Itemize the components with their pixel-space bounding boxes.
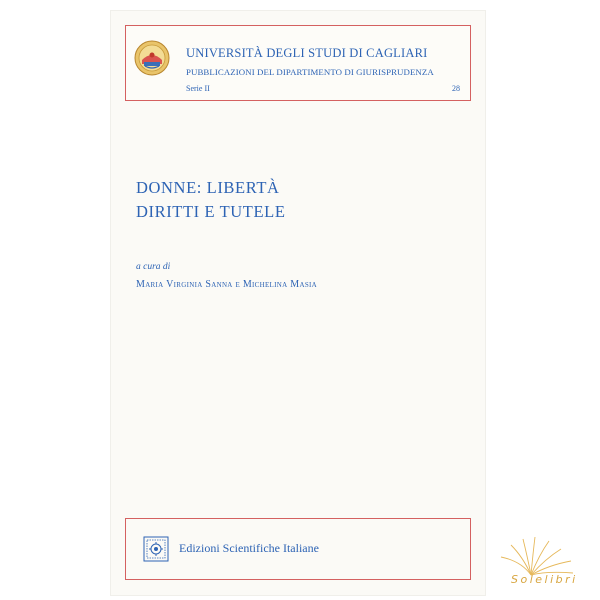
series-label: Serie II — [186, 84, 210, 93]
book-cover — [111, 11, 578, 595]
book-title-line-1: DONNE: LIBERTÀ — [136, 178, 280, 197]
publisher-box — [125, 518, 471, 580]
edited-by-label: a cura di — [136, 262, 171, 272]
university-seal-icon — [134, 40, 170, 76]
sun-rays-icon — [461, 531, 591, 600]
series-header-box — [125, 25, 471, 101]
publisher-logo-icon — [143, 536, 169, 562]
editors-names: Maria Virginia Sanna e Michelina Masia — [136, 279, 317, 290]
publisher-name: Edizioni Scientifiche Italiane — [179, 541, 319, 555]
university-name: UNIVERSITÀ DEGLI STUDI DI CAGLIARI — [186, 46, 428, 60]
book-title-line-2: DIRITTI E TUTELE — [136, 202, 286, 221]
volume-number: 28 — [452, 84, 460, 93]
department-publications: PUBBLICAZIONI DEL DIPARTIMENTO DI GIURISPRUDENZA — [186, 67, 434, 77]
watermark-text: Solelibri — [511, 573, 578, 586]
